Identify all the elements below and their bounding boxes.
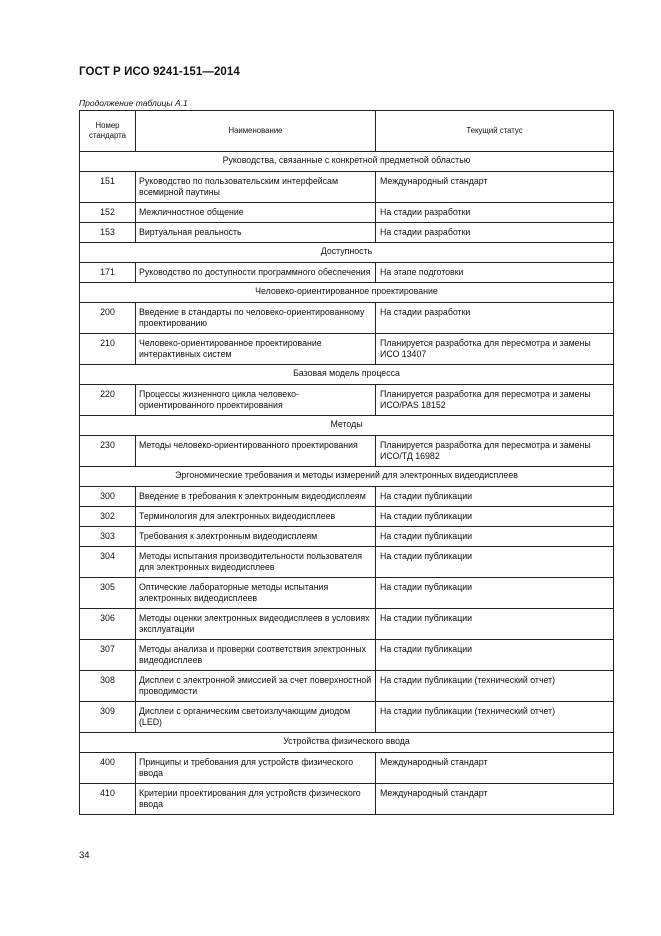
standard-status-cell: На этапе подготовки [376,263,614,283]
section-row [80,467,614,487]
table-row [80,578,614,609]
standard-name-cell: Методы испытания производительности пользователя для электронных видеодисплеев [136,547,376,578]
section-row [80,283,614,303]
table-header-row [80,111,614,152]
standard-number-cell: 304 [80,547,136,578]
page-number: 34 [79,850,90,861]
standard-name-cell: Введение в требования к электронным видеодисплеям [136,487,376,507]
standard-number-cell: 305 [80,578,136,609]
standard-number-cell: 302 [80,507,136,527]
standard-number-cell: 300 [80,487,136,507]
table-row [80,609,614,640]
table-row [80,385,614,416]
standard-number-cell: 171 [80,263,136,283]
standard-number-cell: 306 [80,609,136,640]
section-row [80,152,614,172]
section-row [80,365,614,385]
table-row [80,487,614,507]
standard-number-cell: 220 [80,385,136,416]
standard-status-cell: На стадии разработки [376,303,614,334]
section-title: Методы [80,416,614,436]
standard-status-cell: Международный стандарт [376,753,614,784]
table-row [80,640,614,671]
standard-number-cell: 153 [80,223,136,243]
table-body [80,152,614,815]
standard-name-cell: Руководство по доступности программного обеспечения [136,263,376,283]
section-title: Устройства физического ввода [80,733,614,753]
column-header-number: Номер стандарта [80,111,136,152]
section-title: Человеко-ориентированное проектирование [80,283,614,303]
standard-name-cell: Дисплеи с органическим светоизлучающим диодом (LED) [136,702,376,733]
standards-table [79,110,614,815]
standard-number-cell: 410 [80,784,136,815]
standard-status-cell: Планируется разработка для пересмотра и замены ИСО 13407 [376,334,614,365]
table-row [80,303,614,334]
table-row [80,172,614,203]
standard-status-cell: Планируется разработка для пересмотра и замены ИСО/ТД 16982 [376,436,614,467]
standard-status-cell: Международный стандарт [376,784,614,815]
standard-status-cell: На стадии публикации [376,640,614,671]
standard-name-cell: Процессы жизненного цикла человеко-ориентированного проектирования [136,385,376,416]
table-caption: Продолжение таблицы А.1 [79,98,188,108]
standard-status-cell: На стадии публикации (технический отчет) [376,671,614,702]
standard-number-cell: 307 [80,640,136,671]
standard-name-cell: Требования к электронным видеодисплеям [136,527,376,547]
standard-status-cell: На стадии публикации [376,609,614,640]
standard-name-cell: Дисплеи с электронной эмиссией за счет поверхностной проводимости [136,671,376,702]
standard-name-cell: Виртуальная реальность [136,223,376,243]
standard-name-cell: Методы анализа и проверки соответствия электронных видеодисплеев [136,640,376,671]
standard-status-cell: Планируется разработка для пересмотра и замены ИСО/PAS 18152 [376,385,614,416]
standard-status-cell: На стадии разработки [376,223,614,243]
table-row [80,223,614,243]
standard-number-cell: 200 [80,303,136,334]
standard-status-cell: На стадии публикации [376,487,614,507]
section-title: Руководства, связанные с конкретной предметной областью [80,152,614,172]
standard-number-cell: 309 [80,702,136,733]
standard-number-cell: 210 [80,334,136,365]
section-row [80,733,614,753]
table-row [80,784,614,815]
standard-name-cell: Руководство по пользовательским интерфейсам всемирной паутины [136,172,376,203]
standard-status-cell: На стадии разработки [376,203,614,223]
standard-number-cell: 303 [80,527,136,547]
standard-name-cell: Критерии проектирования для устройств физического ввода [136,784,376,815]
standard-number-cell: 230 [80,436,136,467]
table-row [80,436,614,467]
standard-name-cell: Межличностное общение [136,203,376,223]
standard-name-cell: Введение в стандарты по человеко-ориентированному проектированию [136,303,376,334]
table-row [80,753,614,784]
table-row [80,507,614,527]
column-header-status: Текущий статус [376,111,614,152]
standards-table-container [79,110,613,815]
section-row [80,416,614,436]
standard-status-cell: На стадии публикации [376,507,614,527]
standard-number-cell: 151 [80,172,136,203]
standard-number-cell: 152 [80,203,136,223]
section-title: Базовая модель процесса [80,365,614,385]
table-row [80,203,614,223]
standard-name-cell: Человеко-ориентированное проектирование интерактивных систем [136,334,376,365]
table-row [80,334,614,365]
table-row [80,547,614,578]
document-header: ГОСТ Р ИСО 9241-151—2014 [79,66,240,78]
standard-name-cell: Методы человеко-ориентированного проектирования [136,436,376,467]
standard-status-cell: На стадии публикации [376,547,614,578]
standard-status-cell: На стадии публикации [376,527,614,547]
table-row [80,263,614,283]
standard-status-cell: На стадии публикации (технический отчет) [376,702,614,733]
section-title: Доступность [80,243,614,263]
standard-status-cell: Международный стандарт [376,172,614,203]
standard-name-cell: Оптические лабораторные методы испытания электронных видеодисплеев [136,578,376,609]
column-header-name: Наименование [136,111,376,152]
standard-name-cell: Терминология для электронных видеодисплеев [136,507,376,527]
section-title: Эргономические требования и методы измерений для электронных видеодисплеев [80,467,614,487]
section-row [80,243,614,263]
standard-name-cell: Методы оценки электронных видеодисплеев в условиях эксплуатации [136,609,376,640]
table-row [80,527,614,547]
standard-name-cell: Принципы и требования для устройств физического ввода [136,753,376,784]
standard-number-cell: 400 [80,753,136,784]
standard-number-cell: 308 [80,671,136,702]
table-row [80,671,614,702]
standard-status-cell: На стадии публикации [376,578,614,609]
table-row [80,702,614,733]
